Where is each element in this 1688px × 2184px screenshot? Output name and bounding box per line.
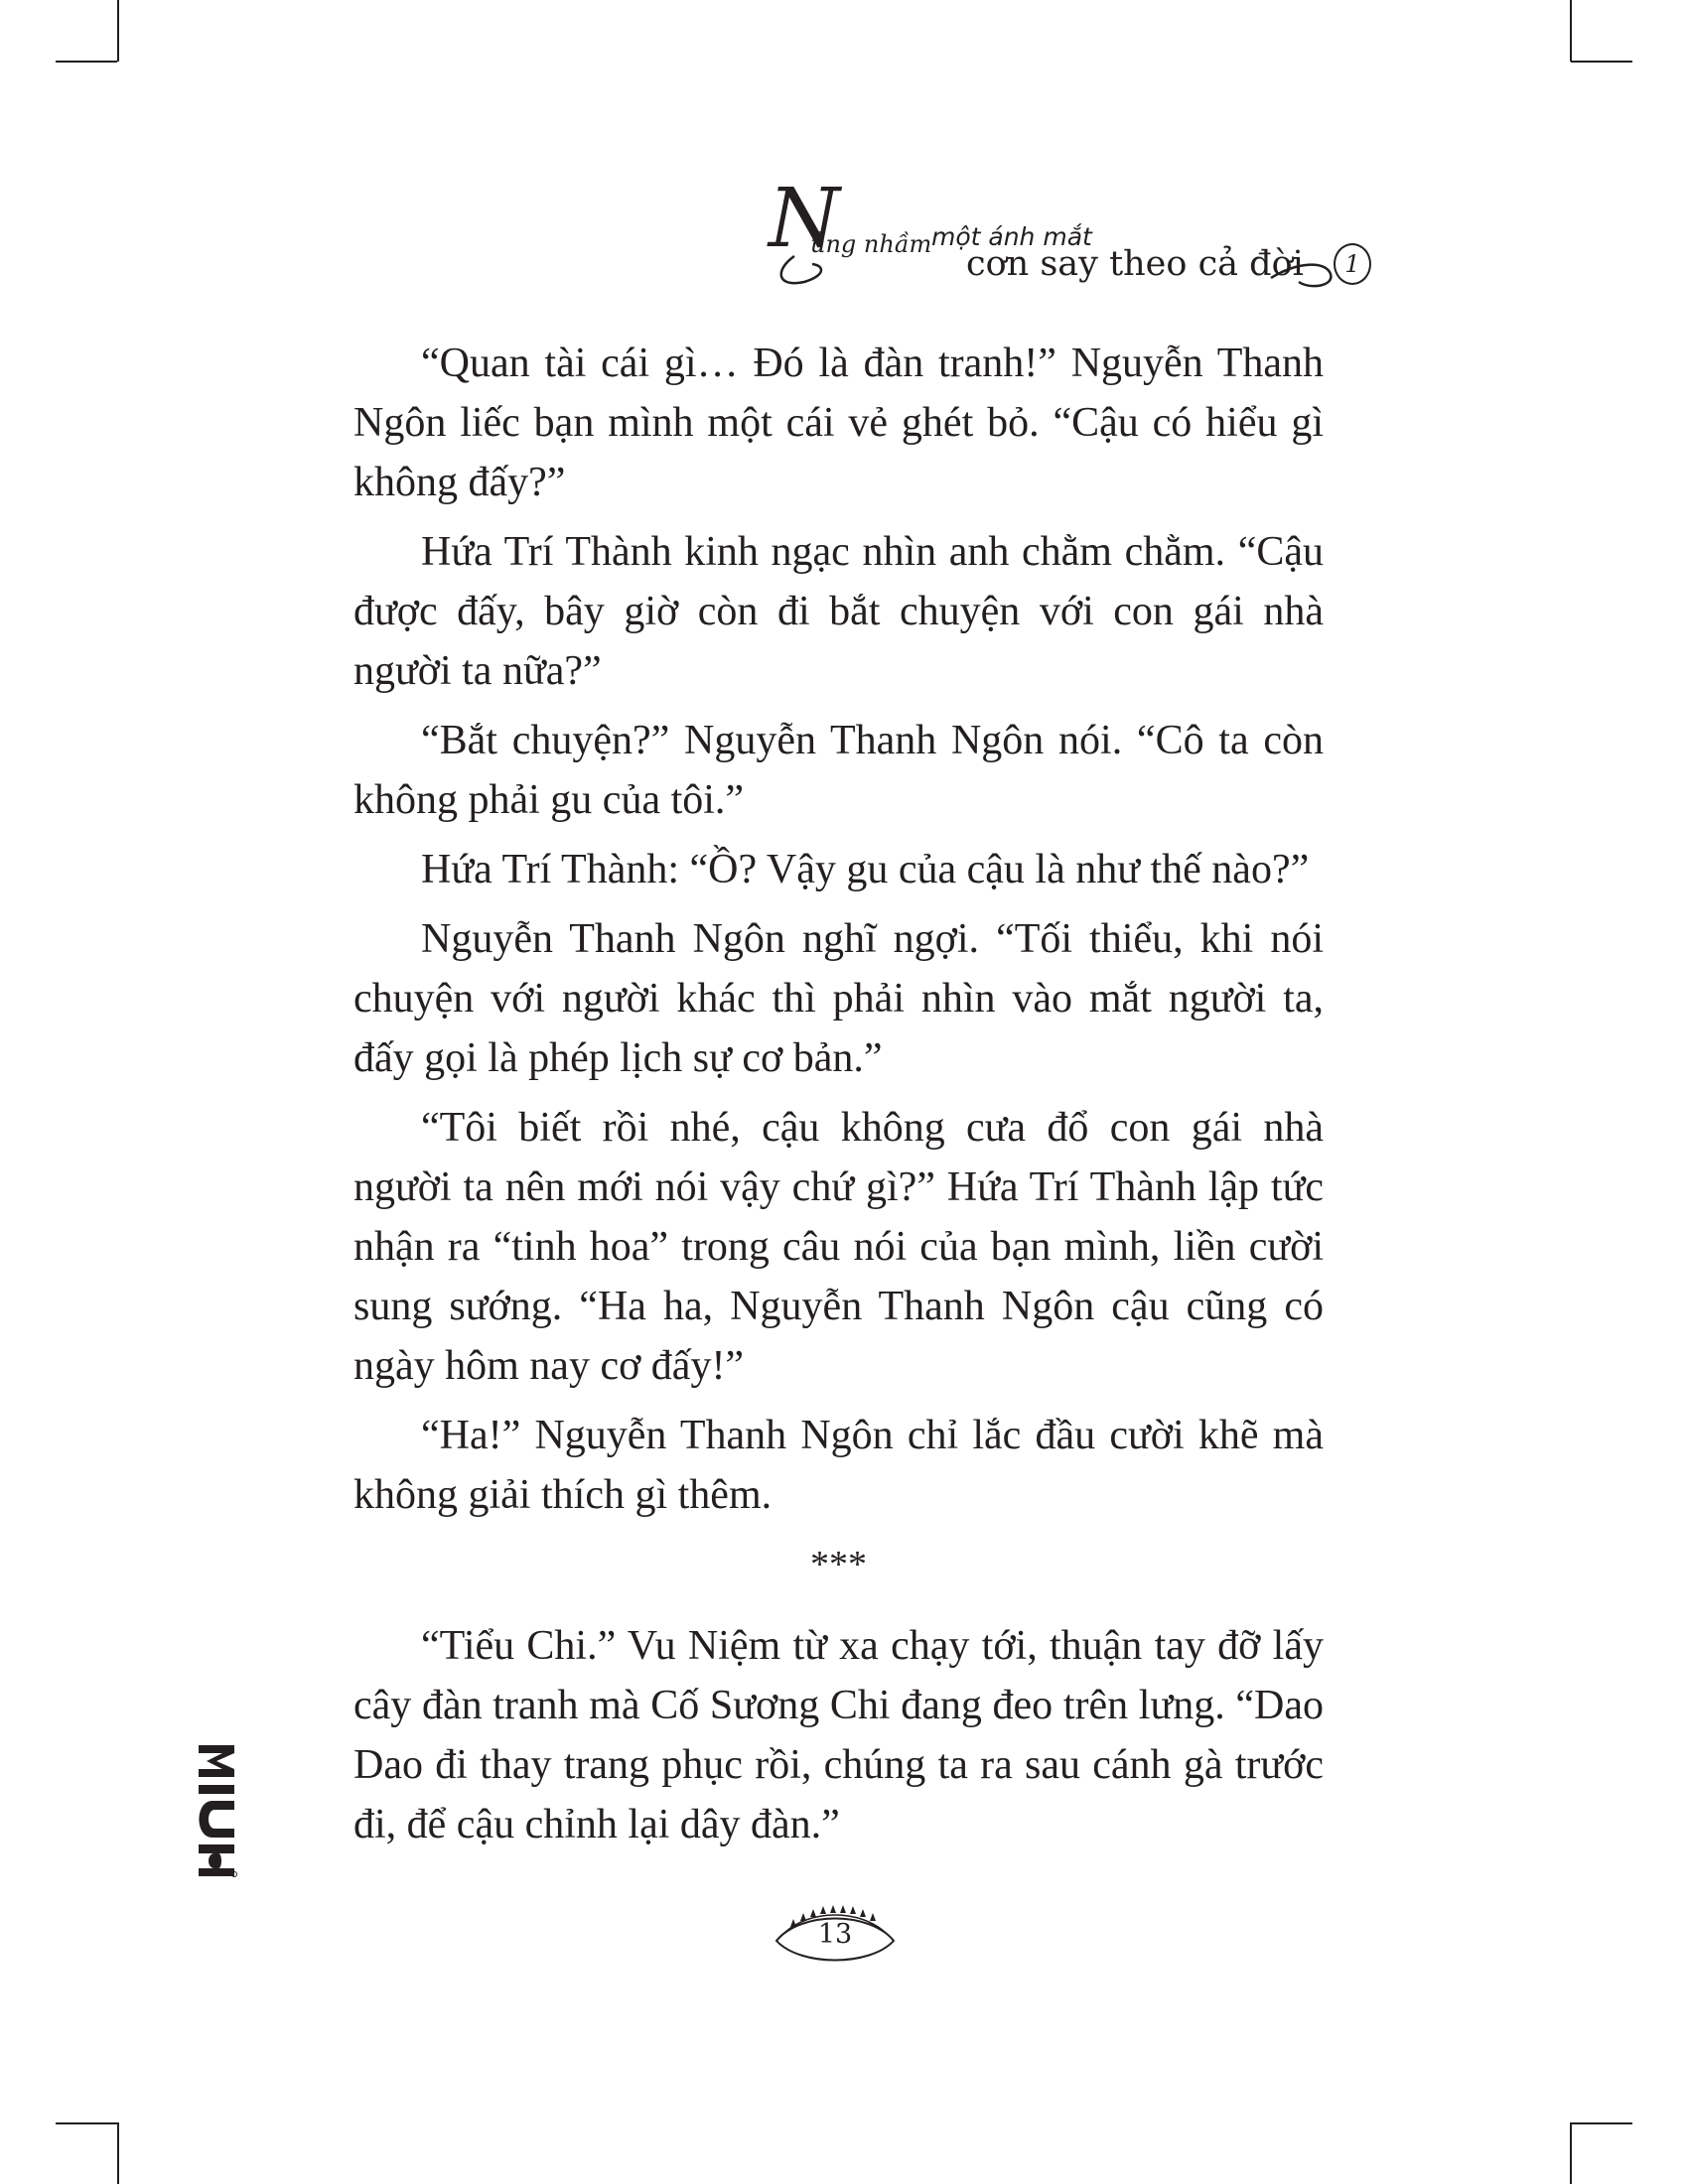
paragraph: “Tôi biết rồi nhé, cậu không cưa đổ con gái nhà người ta nên mới nói vậy chứ gì?” Hứa Trí Thành lập tức nhận ra “tinh hoa” trong câu nói của bạn mình, liền cười sung sướng. “Ha ha, Nguyễn Thanh Ngôn cậu cũng có ngày hôm nay cơ đấy!” — [353, 1105, 1324, 1389]
crop-mark — [117, 0, 119, 62]
paragraph: “Quan tài cái gì… Đó là đàn tranh!” Nguyễn Thanh Ngôn liếc bạn mình một cái vẻ ghét bỏ. “Cậu có hiểu gì không đấy?” — [353, 341, 1324, 505]
scene-break: *** — [810, 1544, 867, 1585]
crop-mark — [1571, 2122, 1632, 2124]
paragraph: “Tiểu Chi.” Vu Niệm từ xa chạy tới, thuận tay đỡ lấy cây đàn tranh mà Cố Sương Chi đang đeo trên lưng. “Dao Dao đi thay trang phục rồi, chúng ta ra sau cánh gà trước đi, để cậu chỉnh lại dây đàn.” — [353, 1623, 1324, 1847]
paragraph: Nguyễn Thanh Ngôn nghĩ ngợi. “Tối thiểu, khi nói chuyện với người khác thì phải nhìn vào mắt người ta, đấy gọi là phép lịch sự cơ bản.” — [353, 916, 1324, 1081]
header-title-main: cơn say theo cả đời — [966, 244, 1304, 284]
running-header — [755, 172, 1390, 308]
volume-badge: 1 — [1334, 243, 1371, 285]
page-number: 13 — [817, 1919, 853, 1950]
paragraph: Hứa Trí Thành: “Ồ? Vậy gu của cậu là như thế nào?” — [421, 847, 1310, 892]
paragraph: “Ha!” Nguyễn Thanh Ngôn chỉ lắc đầu cười khẽ mà không giải thích gì thêm. — [353, 1413, 1324, 1518]
paragraph: Hứa Trí Thành kinh ngạc nhìn anh chằm chằm. “Cậu được đấy, bây giờ còn đi bắt chuyện với con gái nhà người ta nữa?” — [353, 529, 1324, 694]
crop-mark — [1570, 0, 1572, 62]
crop-mark — [1571, 61, 1632, 63]
crop-mark — [56, 2122, 117, 2124]
page-number-ornament — [771, 1889, 900, 1971]
crop-mark — [1570, 2122, 1572, 2184]
crop-mark — [56, 61, 117, 63]
header-title-capital: N — [769, 172, 840, 266]
header-title-small: một ánh mắt — [931, 222, 1092, 251]
paragraph: “Bắt chuyện?” Nguyễn Thanh Ngôn nói. “Cô ta còn không phải gu của tôi.” — [353, 718, 1324, 823]
chapter-body — [353, 334, 1324, 1864]
header-title-script: ủng nhầm — [810, 230, 932, 258]
crop-mark — [117, 2122, 119, 2184]
publisher-logo — [195, 1739, 238, 1878]
